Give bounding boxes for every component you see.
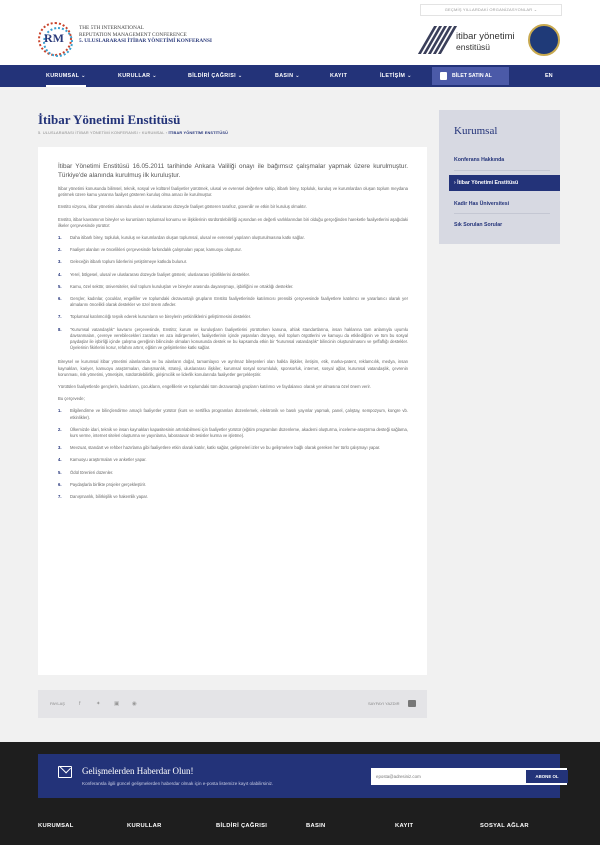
nav-item-label: BASIN bbox=[275, 73, 294, 79]
logo-line-3: 5. ULUSLARARASI İTİBAR YÖNETİMİ KONFERANSI bbox=[79, 38, 212, 44]
linkedin-icon[interactable]: ▣ bbox=[114, 701, 120, 707]
partner-name-line-2: enstitüsü bbox=[456, 42, 491, 52]
footer-col-bildiri-cagrisi[interactable]: BİLDİRİ ÇAĞRISI bbox=[216, 823, 268, 829]
share-bar bbox=[38, 690, 427, 718]
nav-item-label: BİLDİRİ ÇAĞRISI bbox=[188, 73, 236, 79]
footer-col-kurullar[interactable]: KURULLAR bbox=[127, 823, 162, 829]
ticket-icon bbox=[440, 72, 447, 80]
partner-name-line-1: itibar yönetimi bbox=[456, 31, 515, 42]
list-item: 4. Kamuoyu araştırmaları ve anketler yapar. bbox=[58, 457, 147, 463]
facebook-icon[interactable]: f bbox=[79, 701, 81, 707]
sidebar-item-kadir-has-universitesi[interactable]: Kadir Has Üniversitesi bbox=[454, 201, 510, 207]
list-item-text: Yerel, bölgesel, ulusal ve uluslararası düzeyde faaliyet gösterir, uluslararası işbirliklerini destekler. bbox=[70, 271, 250, 277]
list-item-text: Gençler, kadınlar, çocuklar, engelliler ve toplumdaki dezavantajlı grupların Enstitü faaliyetlerinde katılımcısı prensibi çerçevesinde faaliyetlere katılımcı ve yararlanıcı olarak yer almalarını öncelikli olarak destekler ve özel önem atfeder. bbox=[70, 296, 408, 308]
list-item: 3. Mevzuat, standart ve rehber hazırlama gibi faaliyetlere etkin olarak katılır, katkı sağlar, gelişmeleri izler ve bu gelişmelere bağlı olarak gereken her türlü çalışmayı yapar. bbox=[58, 445, 381, 451]
nav-item-kayit[interactable] bbox=[330, 65, 347, 87]
nav-item-label: KAYIT bbox=[330, 73, 348, 79]
logo-text bbox=[79, 25, 212, 45]
conference-logo[interactable] bbox=[38, 22, 238, 58]
list-item-text: Toplumsal katılımcılığı teşvik ederek kurumların ve bireylerin yetkinliklerini geliştirmesini destekler. bbox=[70, 314, 252, 320]
logo-line-1: THE 5TH INTERNATIONAL bbox=[79, 25, 145, 31]
nav-item-kurullar[interactable]: KURULLAR ⌄ bbox=[118, 73, 157, 79]
footer-col-basin[interactable]: BASIN bbox=[306, 823, 326, 829]
language-switch[interactable]: EN bbox=[545, 73, 553, 79]
article-paragraph: Enstitü vizyonu, itibar yönetimi alanında ulusal ve uluslararası düzeyde faaliyet gösteren tarafsız, güvenilir ve etkin bir kuruluş olmaktır. bbox=[58, 204, 307, 210]
nav-item-kurumsal[interactable]: KURUMSAL ⌄ bbox=[46, 65, 86, 87]
sidebar-item-itibar-yonetimi-enstitusu[interactable]: › İtibar Yönetimi Enstitüsü bbox=[449, 175, 560, 191]
sidebar-item-konferans-hakkinda[interactable]: Konferans Hakkında bbox=[454, 157, 505, 163]
breadcrumb-current: İTİBAR YÖNETİMİ ENSTİTÜSÜ bbox=[168, 131, 229, 135]
footer bbox=[0, 742, 600, 845]
article-paragraph: Bireysel ve kurumsal itibar yönetimi alanlarında ve bu alanların doğal, tamamlayıcı ve ayrılmaz bileşenleri olan halkla ilişkiler, iletişim, etik, marka-patent, reklamcılık, medya, insan kaynakları, kariyer, kamuoyu araştırmaları, danışmanlık, strateji, uluslararası ilişkiler, kurumsal sosyal sorumluluk, sponsorluk, internet, sosyal ağlar, kurumsal vatandaşlık, çevrenin korunması, risk yönetimi, yönetişim, sürdürülebilirlik, girişimcilik ve liderlik konularında faaliyetler gerçekleştirir. bbox=[58, 359, 408, 377]
sidebar-item-sik-sorulan-sorular[interactable]: Sık Sorulan Sorular bbox=[454, 222, 503, 228]
pinterest-icon[interactable]: ◉ bbox=[132, 701, 137, 707]
list-item-text: Kamuoyu araştırmaları ve anketler yapar. bbox=[70, 457, 147, 463]
list-item: 1. Bilgilendirme ve bilinçlendirme amaçlı faaliyetler yürütür (kurs ve sertifika programları düzenlemek, elektronik ve basılı yayınlar yapmak, panel, çalıştay, sempozyum, kongre vb. etkinlikler). bbox=[58, 408, 408, 420]
list-item-text: Bilgilendirme ve bilinçlendirme amaçlı faaliyetler yürütür (kurs ve sertifika programları düzenlemek, elektronik ve basılı yayınlar yapmak, panel, çalıştay, sempozyum, kongre vb. etkinlikler). bbox=[70, 408, 408, 420]
activities-list bbox=[58, 408, 408, 500]
footer-col-sosyal-aglar[interactable]: SOSYAL AĞLAR bbox=[480, 823, 529, 829]
list-item-text: Faaliyet alanları ve öncelikleri çerçevesinde farkındalık çalışmaları yapar, kamuoyu oluşturur. bbox=[70, 247, 242, 253]
past-events-dropdown[interactable] bbox=[420, 4, 562, 16]
nav-item-iletisim[interactable]: İLETİŞİM ⌄ bbox=[380, 73, 412, 79]
article-paragraph: Bu çerçevede; bbox=[58, 396, 85, 402]
breadcrumb-kurumsal[interactable]: KURUMSAL bbox=[141, 131, 165, 135]
list-item: 5. Ödül törenleri düzenler. bbox=[58, 469, 114, 475]
chevron-down-icon: ⌄ bbox=[533, 7, 538, 12]
principles-list bbox=[58, 235, 408, 351]
list-item: 2. Faaliyet alanları ve öncelikleri çerçevesinde farkındalık çalışmaları yapar, kamuoyu oluşturur. bbox=[58, 247, 242, 253]
page-title: İtibar Yönetimi Enstitüsü bbox=[38, 112, 181, 127]
sidebar bbox=[439, 110, 560, 244]
list-item-text: Daha itibarlı birey, topluluk, kuruluş ve kurumlardan oluşan toplumsal, ulusal ve evrensel yapıların oluşturulmasına katkı sağlar. bbox=[70, 235, 305, 241]
breadcrumb bbox=[38, 131, 228, 135]
main-nav bbox=[0, 65, 600, 87]
list-item-text: Danışmanlık, bilirkişilik ve hakemlik yapar. bbox=[70, 494, 148, 500]
nav-item-label: KURULLAR bbox=[118, 73, 151, 79]
article-paragraph: Yürütülen faaliyetlerde gençlerin, kadınların, çocukların, engellilerin ve toplumdaki tüm dezavantajlı grupların katılımcı ve faydalanıcı olarak yer almasına özel önem verir. bbox=[58, 384, 371, 390]
article-lead: İtibar Yönetimi Enstitüsü 16.05.2011 tarihinde Ankara Valiliği onayı ile bağımsız çalışmalar yapmak üzere kurulmuştur. Türkiye'de alanında kurulmuş ilk kuruluştur. bbox=[58, 163, 408, 179]
list-item-text: Ödül törenleri düzenler. bbox=[70, 469, 114, 475]
sidebar-item-label: İtibar Yönetimi Enstitüsü bbox=[457, 180, 519, 186]
buy-ticket-label: BİLET SATIN AL bbox=[452, 73, 492, 79]
logo-initials: RM bbox=[44, 31, 64, 45]
list-item: 4. Yerel, bölgesel, ulusal ve uluslararası düzeyde faaliyet gösterir, uluslararası işbirliklerini destekler. bbox=[58, 271, 250, 277]
buy-ticket-button[interactable] bbox=[432, 67, 509, 85]
subscribe-button[interactable]: ABONE OL bbox=[526, 770, 568, 783]
nav-item-label: İLETİŞİM bbox=[380, 73, 406, 79]
list-item-text: Geleceğin itibarlı toplum liderlerini yetiştirmeye katkıda bulunur. bbox=[70, 259, 188, 265]
footer-col-kurumsal[interactable]: KURUMSAL bbox=[38, 823, 74, 829]
twitter-icon[interactable]: ✦ bbox=[96, 701, 101, 707]
sidebar-divider bbox=[454, 170, 550, 171]
print-label[interactable]: SAYFAYI YAZDIR bbox=[368, 701, 400, 706]
sidebar-title: Kurumsal bbox=[454, 125, 498, 137]
list-item: 6. Paydaşlarla birlikte projeler gerçekleştirir. bbox=[58, 481, 147, 487]
nav-item-basin[interactable]: BASIN ⌄ bbox=[275, 73, 300, 79]
stripes-logo-icon bbox=[420, 26, 450, 54]
article-paragraph: İtibar yönetimi konusunda bilimsel, teknik, sosyal ve kültürel faaliyetler yürütmek, ulusal ve evrensel değerlere sahip, itibarlı birey, topluluk, kuruluş ve kurumlardan oluşan toplum meydana getirmek üzere kamu yararına faaliyet gösteren kuruluş olma amacı ile kurulmuştur. bbox=[58, 186, 408, 198]
list-item: 8. "Kurumsal vatandaşlık" kavramı çerçevesinde, Enstitü; kurum ve kuruluşların faaliyetlerini yürütürken kanuna, ahlak standartlarına, insan haklarına tam anlamıyla uyumlu davranmaları, çevreye verebilecekleri zararları en aza indirgemeleri, faaliyetlerinin içinde yaşanılan dünyayı, sivil toplum örgütlerini ve kamuyu da etkilediğinin ve tüm bu sosyal paydaşlar ile işbirliği içinde çalışma gereğinin bilincinde olmaları konusunda destek ve bu kapsamda etkin bir "kurumsal vatandaşlık" bilincinin oluşturulmasını ve şeffaflığı destekler. Üyelerinin fikirlerini korur, refahını artırır, eğitim ve gelişimlerine katkı sağlar. bbox=[58, 326, 408, 351]
past-events-label: GEÇMİŞ YILLARDAKİ ORGANİZASYONLAR bbox=[444, 7, 533, 12]
content-card bbox=[38, 147, 427, 675]
partner-logo[interactable] bbox=[420, 26, 515, 56]
article-body bbox=[58, 162, 408, 508]
share-label: PAYLAŞ bbox=[50, 701, 65, 706]
newsletter-box bbox=[38, 754, 560, 798]
list-item-text: "Kurumsal vatandaşlık" kavramı çerçevesinde, Enstitü; kurum ve kuruluşların faaliyetlerini yürütürken kanuna, ahlak standartlarına, insan haklarına tam anlamıyla uyumlu davranmaları, çevreye verebilecekleri zararları en aza indirgemeleri, faaliyetlerinin içinde yaşanılan dünyayı, sivil toplum örgütlerini ve kamuyu da etkilediğinin ve tüm bu sosyal paydaşlar ile işbirliği içinde çalışma gereğinin bilincinde olmaları konusunda destek ve bu kapsamda etkin bir "kurumsal vatandaşlık" bilincinin oluşturulmasını ve şeffaflığı destekler. Üyelerinin fikirlerini korur, refahını artırır, eğitim ve gelişimlerine katkı sağlar. bbox=[70, 326, 408, 351]
list-item: 7. Toplumsal katılımcılığı teşvik ederek kurumların ve bireylerin yetkinliklerini geliştirmesini destekler. bbox=[58, 314, 252, 320]
list-item-text: Paydaşlarla birlikte projeler gerçekleştirir. bbox=[70, 481, 147, 487]
nav-item-bildiri-cagrisi[interactable]: BİLDİRİ ÇAĞRISI ⌄ bbox=[188, 73, 243, 79]
university-seal-icon[interactable] bbox=[528, 24, 560, 56]
newsletter-subtitle: Konferansla ilgili güncel gelişmelerden haberdar olmak için e-posta listemize kayıt olabilirsiniz. bbox=[82, 781, 274, 786]
footer-col-kayit[interactable]: KAYIT bbox=[395, 823, 414, 829]
breadcrumb-separator-icon: › bbox=[139, 131, 142, 135]
list-item-text: Mevzuat, standart ve rehber hazırlama gibi faaliyetlere etkin olarak katılır, katkı sağlar, gelişmeleri izler ve bu gelişmelere bağlı olarak gereken her türlü çalışmayı yapar. bbox=[70, 445, 381, 451]
list-item-text: Kamu, özel sektör, üniversiteler, sivil toplum kuruluşları ve bireyler arasında dayanışmayı, işbirliğini ve ortaklığı destekler. bbox=[70, 283, 294, 289]
list-item: 5. Kamu, özel sektör, üniversiteler, sivil toplum kuruluşları ve bireyler arasında dayanışmayı, işbirliğini ve ortaklığı destekler. bbox=[58, 283, 294, 289]
nav-item-label: KURUMSAL bbox=[46, 73, 80, 79]
newsletter-title: Gelişmelerden Haberdar Olun! bbox=[82, 766, 194, 776]
list-item: 6. Gençler, kadınlar, çocuklar, engelliler ve toplumdaki dezavantajlı grupların Enstitü faaliyetlerinde katılımcısı prensibi çerçevesinde faaliyetlere katılımcı ve yararlanıcı olarak yer almalarını öncelikli olarak destekler ve özel önem atfeder. bbox=[58, 296, 408, 308]
envelope-icon bbox=[58, 766, 72, 778]
sidebar-divider bbox=[454, 213, 550, 214]
list-item: 3. Geleceğin itibarlı toplum liderlerini yetiştirmeye katkıda bulunur. bbox=[58, 259, 188, 265]
printer-icon[interactable] bbox=[408, 700, 416, 707]
article-paragraph: Enstitü, itibar kavramının bireyler ve kurumların toplumsal konumu ve ilişkilerinin sürdürülebilirliği açısından en değerli varlıklarından biri olduğu gerçeğinden hareketle faaliyetlerini aşağıdaki ilkeler çerçevesinde yürütür: bbox=[58, 216, 408, 228]
breadcrumb-home[interactable]: 5. ULUSLARARASI İTİBAR YÖNETİMİ KONFERANSI bbox=[38, 131, 138, 135]
list-item-text: Ülkemizde idari, teknik ve insan kaynakları kapasitesinin artırılabilmesi için faaliyetler yürütür (eğitim programları düzenleme, akademi oluşturma, inceleme-araştırma desteği sağlama, kurs verme, internet siteleri oluşturma ve yayınlama, laboratuvar vb tesisler kurma ve işletme). bbox=[70, 426, 408, 439]
list-item: 7. Danışmanlık, bilirkişilik ve hakemlik yapar. bbox=[58, 494, 148, 500]
breadcrumb-separator-icon: › bbox=[165, 131, 169, 135]
header bbox=[0, 0, 600, 65]
logo-line-2: REPUTATION MANAGEMENT CONFERENCE bbox=[79, 31, 187, 38]
list-item: 1. Daha itibarlı birey, topluluk, kuruluş ve kurumlardan oluşan toplumsal, ulusal ve evrensel yapıların oluşturulmasına katkı sağlar. bbox=[58, 235, 305, 241]
list-item: 2. Ülkemizde idari, teknik ve insan kaynakları kapasitesinin artırılabilmesi için faaliyetler yürütür (eğitim programları düzenleme, akademi oluşturma, inceleme-araştırma desteği sağlama, kurs verme, internet siteleri oluşturma ve yayınlama, laboratuvar vb tesisler kurma ve işletme). bbox=[58, 426, 408, 439]
